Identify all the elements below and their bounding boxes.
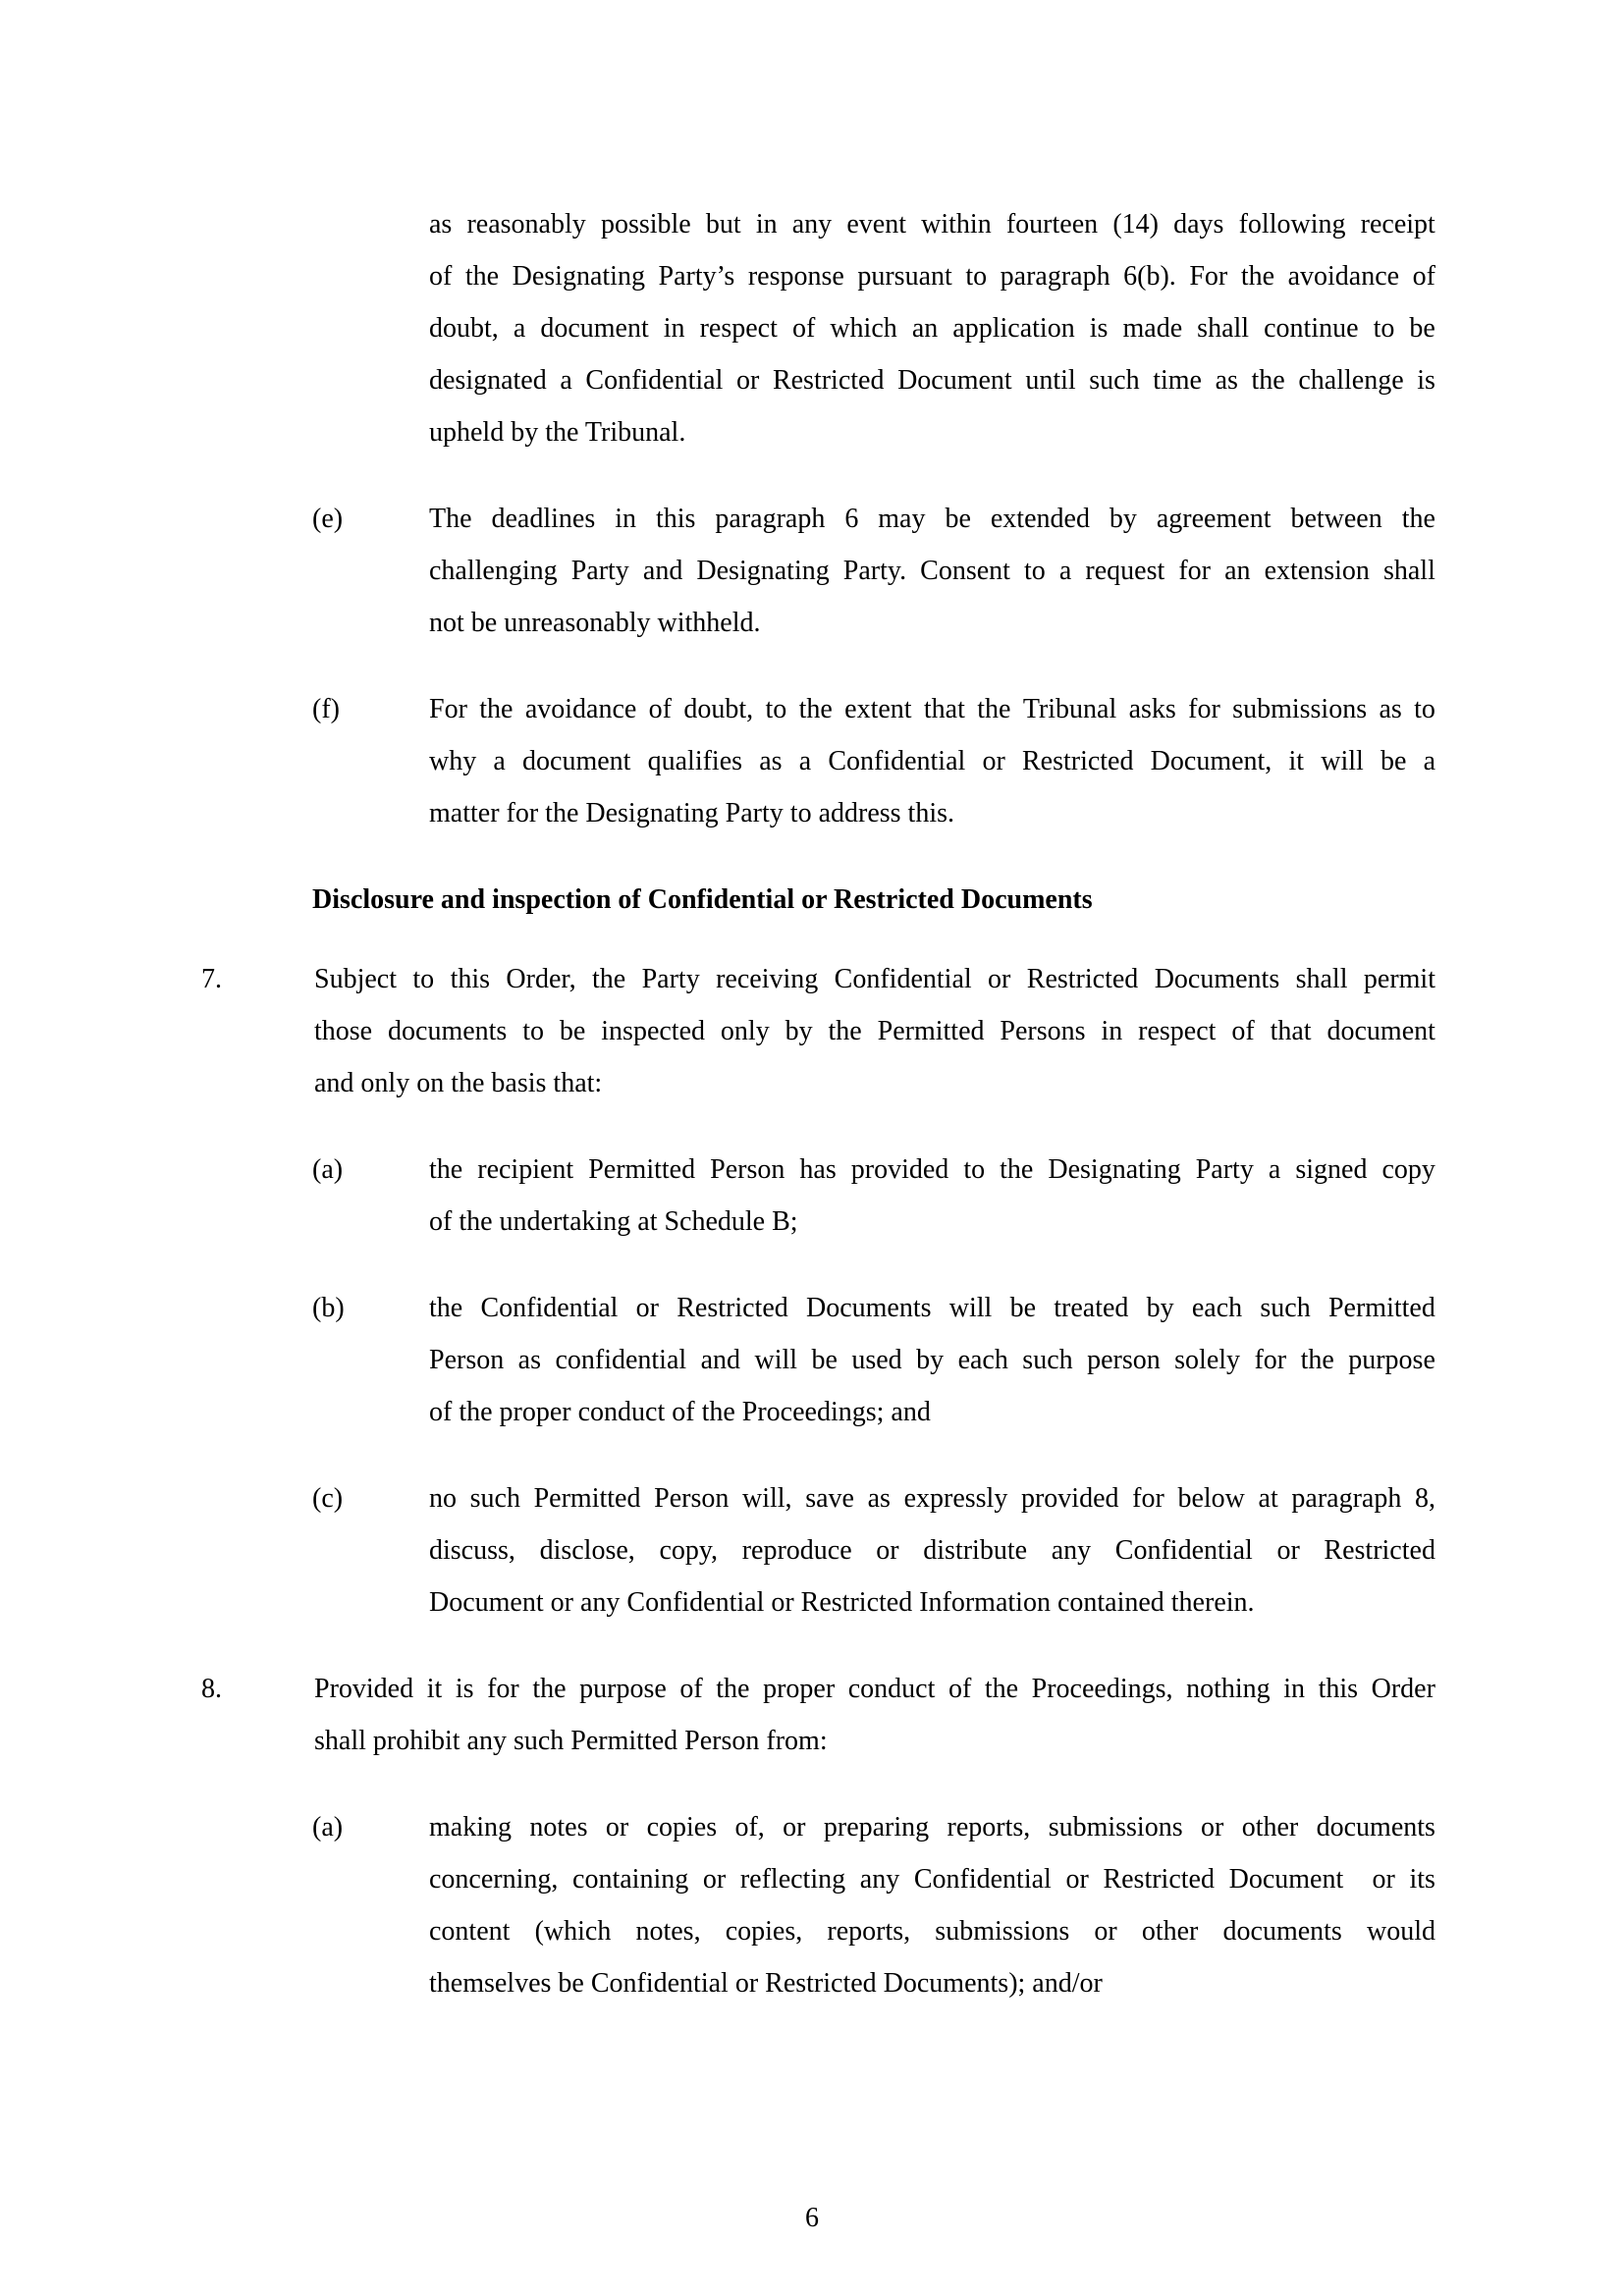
text-line: Person as confidential and will be used by each such person solely for the purpose <box>429 1345 1435 1375</box>
text-line: content (which notes, copies, reports, submissions or other documents would <box>429 1916 1435 1947</box>
item-8-label: 8. <box>201 1674 222 1704</box>
text-line: discuss, disclose, copy, reproduce or distribute any Confidential or Restricted <box>429 1535 1435 1566</box>
item-7c-label: (c) <box>312 1483 344 1514</box>
paragraph-6d-continuation <box>201 198 1435 458</box>
item-7 <box>201 953 1435 1109</box>
text-line: designated a Confidential or Restricted Document until such time as the challenge is <box>429 365 1435 396</box>
item-7a <box>201 1144 1435 1248</box>
item-6e <box>201 493 1435 649</box>
text-line: the Confidential or Restricted Documents will be treated by each such Permitted <box>429 1293 1435 1323</box>
text-line: upheld by the Tribunal. <box>429 417 686 448</box>
text-line: making notes or copies of, or preparing reports, submissions or other documents <box>429 1812 1435 1842</box>
text-line: of the undertaking at Schedule B; <box>429 1206 798 1237</box>
item-8a <box>201 1801 1435 2009</box>
item-8 <box>201 1663 1435 1767</box>
text-line: shall prohibit any such Permitted Person from: <box>314 1726 828 1756</box>
item-7a-label: (a) <box>312 1154 344 1185</box>
page-number: 6 <box>805 2203 819 2233</box>
item-8a-label: (a) <box>312 1812 344 1842</box>
text-line: and only on the basis that: <box>314 1068 603 1098</box>
text-line: Provided it is for the purpose of the proper conduct of the Proceedings, nothing in this Order <box>314 1674 1435 1704</box>
item-7-label: 7. <box>201 964 222 994</box>
text-line: concerning, containing or reflecting any Confidential or Restricted Document or its <box>429 1864 1435 1895</box>
text-line: of the Designating Party’s response pursuant to paragraph 6(b). For the avoidance of <box>429 261 1435 292</box>
text-line: challenging Party and Designating Party. Consent to a request for an extension shall <box>429 556 1435 586</box>
item-6f-label: (f) <box>312 694 340 724</box>
item-7b-label: (b) <box>312 1293 345 1323</box>
text-line: Subject to this Order, the Party receiving Confidential or Restricted Documents shall permit <box>314 964 1435 994</box>
text-line: themselves be Confidential or Restricted Documents); and/or <box>429 1968 1103 1999</box>
item-7b <box>201 1282 1435 1438</box>
text-line: matter for the Designating Party to address this. <box>429 798 954 828</box>
text-line: For the avoidance of doubt, to the extent that the Tribunal asks for submissions as to <box>429 694 1435 724</box>
text-line: not be unreasonably withheld. <box>429 608 761 638</box>
text-line: of the proper conduct of the Proceedings; and <box>429 1397 931 1427</box>
item-6f <box>201 683 1435 839</box>
item-7c <box>201 1472 1435 1629</box>
item-6e-label: (e) <box>312 504 344 534</box>
text-line: no such Permitted Person will, save as expressly provided for below at paragraph 8, <box>429 1483 1435 1514</box>
text-line: as reasonably possible but in any event within fourteen (14) days following receipt <box>429 209 1435 240</box>
text-line: Document or any Confidential or Restricted Information contained therein. <box>429 1587 1255 1618</box>
document-body <box>201 198 1435 2044</box>
section-heading: Disclosure and inspection of Confidential or Restricted Documents <box>312 884 1093 915</box>
text-line: why a document qualifies as a Confidential or Restricted Document, it will be a <box>429 746 1435 776</box>
text-line: doubt, a document in respect of which an application is made shall continue to be <box>429 313 1435 344</box>
text-line: those documents to be inspected only by the Permitted Persons in respect of that document <box>314 1016 1435 1046</box>
text-line: the recipient Permitted Person has provided to the Designating Party a signed copy <box>429 1154 1435 1185</box>
text-line: The deadlines in this paragraph 6 may be extended by agreement between the <box>429 504 1435 534</box>
